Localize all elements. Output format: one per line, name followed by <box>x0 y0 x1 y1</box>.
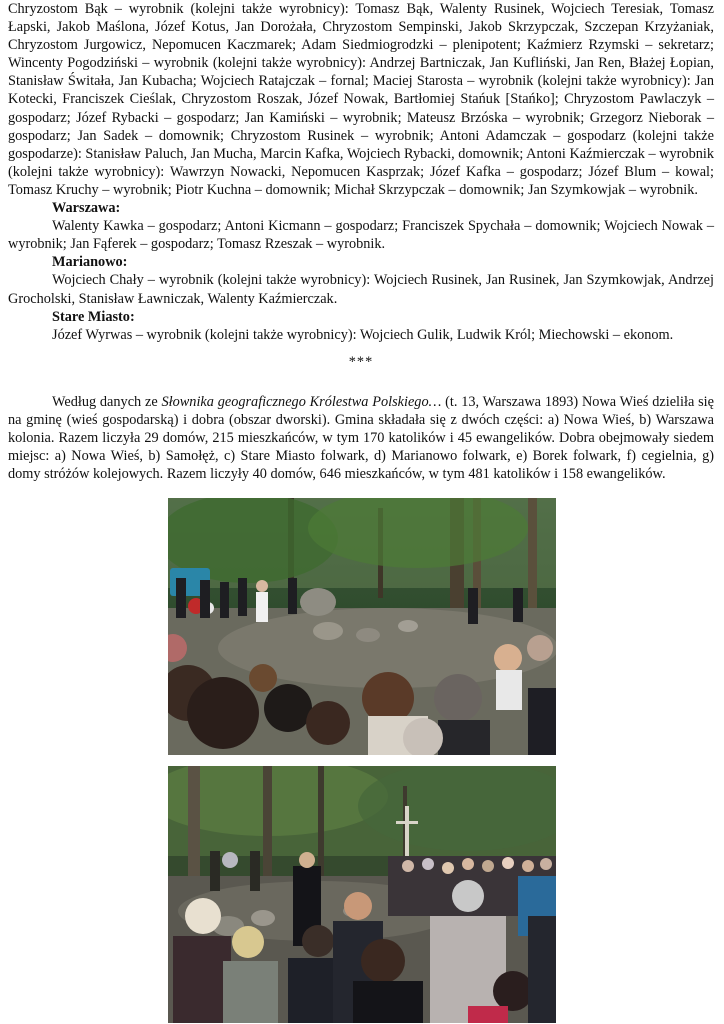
warszawa-paragraph: Walenty Kawka – gospodarz; Antoni Kicmann – gospodarz; Franciszek Spychała – domownik; Wojciech Nowak – wyrobnik; Jan Fąferek – gospodarz; Tomasz Rzeszak – wyrobnik. <box>8 218 714 253</box>
photo-outdoor-ceremony-icon <box>168 766 556 1023</box>
section-separator: *** <box>348 353 374 370</box>
section-heading-warszawa: Warszawa: <box>52 200 121 217</box>
section-heading-marianowo: Marianowo: <box>52 254 128 271</box>
stare-miasto-paragraph: Józef Wyrwas – wyrobnik (kolejni także wyrobnicy): Wojciech Gulik, Ludwik Król; Miechowski – ekonom. <box>52 326 674 343</box>
slownik-rest: (t. 13, Warszawa 1893) Nowa Wieś dzieliła się na gminę (wieś gospodarską) i dobra (obszar dworski). Gmina składała się z dwóch części: a) Nowa Wieś, b) Warszawa kolonia. Razem liczyła 29 domów, 215 mieszkańców, w tym 170 katolików i 45 ewangelików. Dobra obejmowały siedem miejsc: a) Nowa Wieś, b) Samołęż, c) Stare Miasto folwark, d) Marianowo folwark, e) Borek folwark, f) cegielnia, g) domy stróżów kolejowych. Razem liczyły 40 domów, 646 mieszkańców, w tym 481 katolików i 158 ewangelików. <box>8 393 714 483</box>
text-content <box>8 0 714 483</box>
slownik-paragraph <box>8 393 714 483</box>
photo-gathering <box>168 498 556 755</box>
slownik-lead: Według danych ze <box>52 393 162 410</box>
intro-list-paragraph: Chryzostom Bąk – wyrobnik (kolejni także wyrobnicy): Tomasz Bąk, Walenty Rusinek, Wojciech Teresiak, Tomasz Łapski, Jakob Maślona, Józef Kotus, Jan Dorożała, Chryzostom Sempinski, Jakob Skrzypczak, Szczepan Krzyżaniak, Chryzostom Jurgowicz, Nepomucen Kaczmarek; Adam Siedmiogrodzki – plenipotent; Kaźmierz Rzymski – sekretarz; Wincenty Pogodziński – wyrobnik (kolejni także wyrobnicy): Andrzej Bartniczak, Jan Kufliński, Jan Ren, Błażej Łopian, Stanisław Świtała, Jan Kubacha; Wojciech Ratajczak – fornal; Maciej Starosta – wyrobnik (kolejni także wyrobnicy): Jan Kotecki, Franciszek Cieślak, Chryzostom Roszak, Józef Nowak, Bartłomiej Stańuk [Stańko]; Chryzostom Pawlaczyk – gospodarz; Józef Rybacki – gospodarz; Jan Kamiński – wyrobnik; Mateusz Brzóska – wyrobnik; Grzegorz Nieborak – gospodarz; Jan Sadek – domownik; Chryzostom Rusinek – wyrobnik; Antoni Adamczak – gospodarz (kolejni także gospodarze): Stanisław Paluch, Jan Mucha, Marcin Kafka, Wojciech Rybacki, domownik; Antoni Kaźmierczak – wyrobnik (kolejni także wyrobnicy): Wawrzyn Nowacki, Nepomucen Kasprzak; Józef Kafka – gospodarz; Józef Blum – kowal; Tomasz Kruchy – wyrobnik; Piotr Kuchna – domownik; Michał Skrzypczak – domownik; Jan Szymkowjak – wyrobnik. <box>8 1 714 198</box>
section-heading-stare-miasto: Stare Miasto: <box>52 308 135 325</box>
marianowo-paragraph: Wojciech Chały – wyrobnik (kolejni także wyrobnicy): Wojciech Rusinek, Jan Rusinek, Jan Szymkowjak, Andrzej Grocholski, Stanisław Ławniczak, Walenty Kaźmierczak. <box>8 272 714 307</box>
photo-ceremony <box>168 766 556 1023</box>
slownik-title: Słownika geograficznego Królestwa Polskiego… <box>161 393 442 410</box>
photo-outdoor-gathering-icon <box>168 498 556 755</box>
